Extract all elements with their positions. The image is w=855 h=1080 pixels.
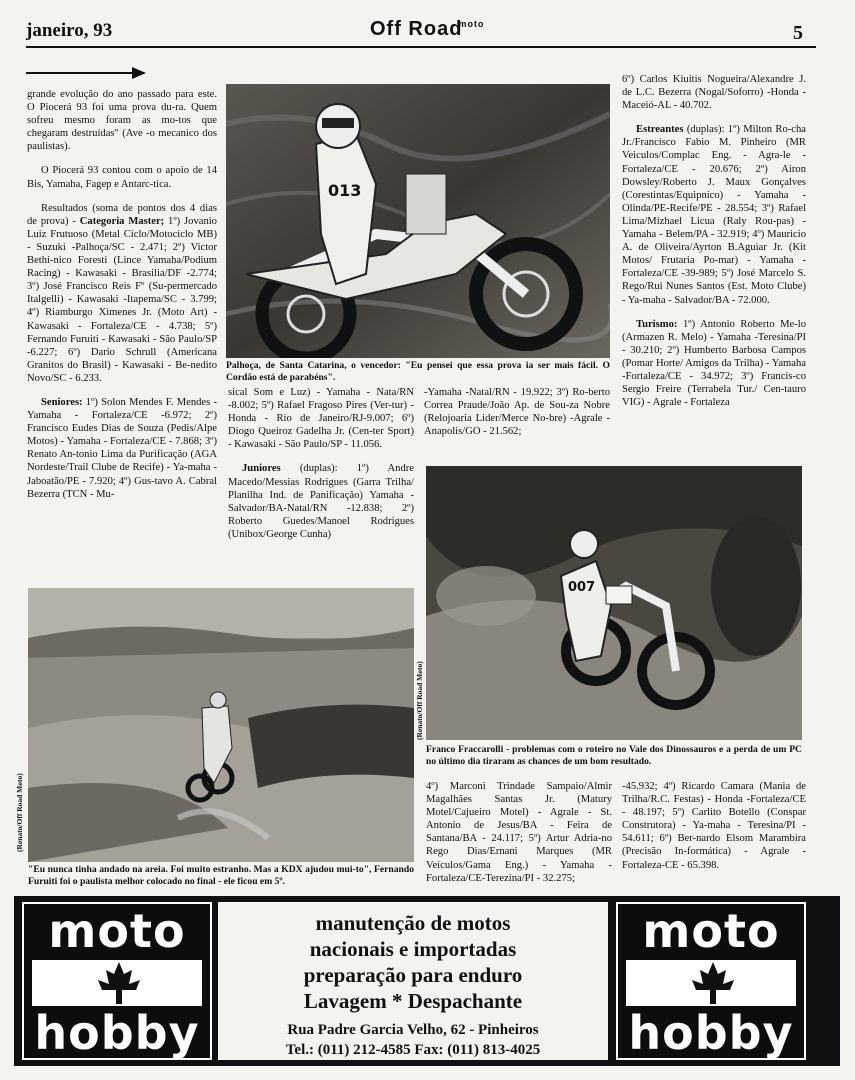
- header-rule: [26, 46, 816, 48]
- ad-line-1: manutenção de motos: [315, 911, 511, 935]
- photo-caption: Franco Fraccarolli - problemas com o roteiro no Vale dos Dinossauros e a perda de um PC no último dia tiraram as chances de um bom resultado.: [426, 744, 802, 767]
- logo-word-hobby: hobby: [34, 1006, 200, 1060]
- logo-band: [626, 960, 796, 1006]
- moto-hobby-logo-right: [616, 902, 806, 1060]
- category-heading: Categoria Master;: [79, 215, 165, 227]
- results-text: 1º) Solon Mendes F. Mendes - Yamaha - Fortaleza/CE -6.972; 2º) Francisco Eudes Dias de Souza (Pedis/Alpe Motos) - Yamaha - Fortaleza/CE - 7.868; 3º) Renato An-tonio Lima da Purificação (AGA Nordeste/Trail Clube de Recife) - Ya-maha - Jaboatão/PE - 7.920; 4º) Gus-tavo A. Cabral Bezerra (TCN - Mu-: [27, 396, 217, 500]
- category-heading: Turismo:: [636, 318, 678, 330]
- paragraph: grande evolução do ano passado para este. O Piocerá 93 foi uma prova du-ra. Quem sofreu mesmo foram as mo-tos que chegaram destruídas" (Ave -o mecanico dos paulistas).: [27, 89, 217, 153]
- results-text: 1º) Jovanio Luiz Frutuoso (Metal Ciclo/Motociclo MB) - Suzuki -Palhoça/SC - 2.471; 2º) Victor Bethi-nico Foresti (Lince Yamaha/Podium Racing) - Kawasaki - Brasilia/DF -2.774; 3º) José Francisco Reis Fº (Su-permercado Italgelli) - Kawasaki -Itapema/SC - 3.799; 4º) Riamburgo Ximenes Jr. (Moto Art) - Kawasaki - Fortaleza/CE - 4.738; 5º) Fernando Furuiti - Kawasaki - São Paulo/SP -6.227; 6º) Dario Schrull (Americana Granitos do Brasil) - Kawasaki - Be-nedito Novo/SC - 6.233.: [27, 215, 217, 384]
- logo-word-moto: moto: [642, 904, 780, 958]
- sand-rider-illustration: [28, 588, 414, 862]
- rider-007-illustration: [426, 466, 802, 740]
- results-estreantes: [622, 123, 806, 306]
- photo-caption: "Eu nunca tinha andado na areia. Foi muito estranho. Mas a KDX ajudou mui-to", Fernando Furuiti foi o paulista melhor colocado no final - ele ficou em 5º.: [28, 864, 414, 887]
- issue-date: janeiro, 93: [26, 20, 113, 41]
- logo-band: [32, 960, 202, 1006]
- ad-phones: Tel.: (011) 212-4585 Fax: (011) 813-4025: [285, 1042, 541, 1058]
- race-bib-number: 007: [568, 580, 596, 595]
- photo-credit: (Renato/Off Road Moto): [15, 773, 24, 852]
- maple-leaf-icon: [32, 960, 206, 1006]
- paragraph: O Piocerá 93 contou com o apoio de 14 Bis, Yamaha, Fagep e Antarc-tica.: [27, 165, 217, 190]
- maple-leaf-icon: [626, 960, 800, 1006]
- category-heading: Estreantes: [636, 124, 684, 136]
- paragraph: 6º) Carlos Kiuitis Nogueira/Alexandre J. de L.C. Bezerra (Nogal/Soforro) -Honda - Maceió-AL - 40.702.: [622, 74, 806, 112]
- text-column-3: [424, 386, 610, 449]
- continuation-arrow-icon: [26, 66, 146, 80]
- paragraph: 4º) Marconi Trindade Sampaio/Almir Magalhães Santas Jr. (Matury Motel/Cajueiro Motel) - Agrale - St. Antonio de Jesus/BA - Feira de Santana/BA - 24.117; 5º) Artur Adria-no Rego Dias/Ernani Marques (MR Veículos/Gama Eng.) - Yamaha -Fortaleza/CE-Terezina/PI - 32.275;: [426, 781, 612, 884]
- paragraph: -Yamaha -Natal/RN - 19.922; 3º) Ro-berto Correa Praude/João Ap. de Sou-za Nobre (Relojoaria Lider/Merce No-bre) -Agrale - Anapolis/GO - 21.562;: [424, 387, 610, 438]
- moto-hobby-logo-left: [22, 902, 212, 1060]
- results-text: (duplas): 1º) Andre Macedo/Messias Rodrigues (Garra Trilha/ Planilha Ind. de Panificação) Yamaha - Salvador/BA-Natal/RN -12.838; 2º) Roberto Guedes/Manoel Rodrigues (Unibox/George Cunha): [228, 463, 414, 540]
- ad-line-2: nacionais e importadas: [309, 937, 517, 961]
- logo-word-moto: moto: [48, 904, 186, 958]
- paragraph: -45.932; 4º) Ricardo Camara (Mania de Trilha/R.C. Festas) - Honda -Fortaleza/CE - 48.197; 5º) Carlito Botello (Conspar Construtora) - Ya-maha - Teresina/PI - 54.611; 6º) Ber-nardo Elsom Marambira (Precisão In-formática) - Agrale - Fortaleza-CE - 65.398.: [622, 781, 806, 871]
- results-master: [27, 202, 217, 385]
- magazine-logo-text: Off Road: [370, 18, 463, 40]
- paragraph: sical Som e Luz) - Yamaha - Nata/RN -8.002; 5º) Rafael Fragoso Pires (Ver-tur) - Honda - Rio de Janeiro/RJ-9.007; 6º) Diogo Queiroz Gadelha Jr. (Cen-ter Sport) - Kawasaki - São Paulo/SP - 11.056.: [228, 387, 414, 451]
- category-heading: Juniores: [242, 463, 281, 475]
- page-number: 5: [793, 22, 803, 44]
- results-text: 1º) Antonio Roberto Me-lo (Armazen R. Melo) - Yamaha -Teresina/PI - 30.210; 2º) Humberto Barbosa Campos (Pomar Horte/ Amigos da Trilha) - Yamaha -Fortaleza/CE - 34.972; 3º) Francis-co Sergio Freire (Terrabela Tur./ Cen-tauro VIG) - Agrale - Fortaleza: [622, 318, 806, 409]
- photo-caption: Palhoça, de Santa Catarina, o vencedor: "Eu pensei que essa prova ia ser mais fácil. O Cordão está de parabéns".: [226, 360, 610, 383]
- results-turismo: [622, 318, 806, 410]
- results-lead: Resultados (soma de pontos dos 4 dias de prova) -: [27, 202, 217, 227]
- text-column-5: [426, 780, 612, 896]
- results-seniores: [27, 396, 217, 501]
- photo-rider-013: [226, 84, 610, 358]
- magazine-logo: [370, 18, 484, 41]
- text-column-1: [27, 88, 217, 512]
- race-bib-number: 013: [328, 181, 362, 200]
- results-juniores: [228, 462, 414, 541]
- text-column-4: [622, 73, 806, 420]
- category-heading: Seniores:: [41, 396, 83, 408]
- ad-line-3: preparação para enduro: [303, 963, 523, 987]
- text-column-6: [622, 780, 806, 883]
- rider-013-illustration: [226, 84, 610, 358]
- advertisement-text: [218, 902, 608, 1060]
- photo-rider-007: [426, 466, 802, 740]
- logo-word-hobby: hobby: [628, 1006, 794, 1060]
- photo-credit: (Renato/Off Road Moto): [415, 661, 424, 740]
- photo-rider-sand: [28, 588, 414, 862]
- results-text: (duplas): 1º) Milton Ro-cha Jr./Francisco Fabio M. Pinheiro (MR Veiculos/Complac Eng. - Agra-le - Fortaleza/CE - 20.676; 2º) Airon Dowsley/Roberto J. Maux Gonçalves (Corestintas/Equipnico) - Yamaha -Olinda/PE-Recife/PE - 28.554; 3º) Rafael Lima/Mizhael Licua (Raly Rou-pas) - Yamaha - Belem/PA - 32.919; 4º) Mauricio A. de Oliveira/Ayrton B.Aguiar Jr. (Kit Motos/ Frutaria Po-mar) - Yamaha - Fortaleza/CE -39-989; 5º) José Marcelo S. Rego/Rui Nunes Santos (Est. Moto Clube) - Ya-maha - Salvador/BA - 72.000.: [622, 124, 806, 306]
- magazine-logo-small: moto: [458, 19, 485, 30]
- text-column-2: [228, 386, 414, 552]
- ad-address: Rua Padre Garcia Velho, 62 - Pinheiros: [287, 1022, 539, 1038]
- ad-line-4: Lavagem * Despachante: [303, 989, 523, 1013]
